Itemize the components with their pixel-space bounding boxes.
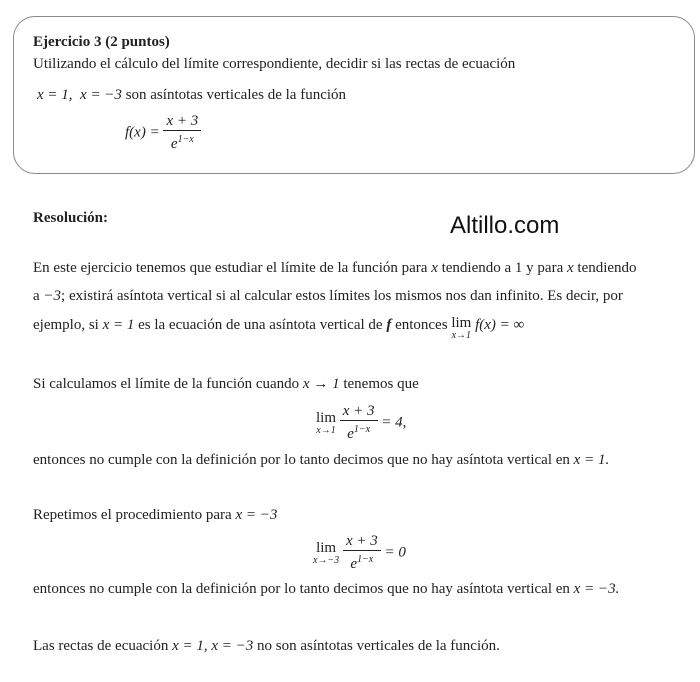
statement-rest: son asíntotas verticales de la función: [125, 87, 347, 103]
paragraph-4: [33, 507, 277, 524]
math-x-minus-3: x = −3.: [573, 581, 620, 597]
paragraph-1-line-3: [33, 316, 524, 341]
math-f: f: [386, 317, 392, 333]
conclusion: [33, 638, 500, 655]
paragraph-5: [33, 581, 619, 598]
equation-x-minus-3: x = −3: [80, 87, 122, 103]
den-exponent: 1−x: [357, 554, 374, 565]
numerator: x + 3: [345, 533, 378, 549]
lim-word: lim: [316, 539, 337, 556]
den-base: e: [347, 426, 354, 442]
den-exponent: 1−x: [353, 424, 371, 435]
text: entonces no cumple con la definición por lo tanto decimos que no hay asíntota vertical en: [33, 452, 570, 468]
den-base: e: [350, 556, 358, 572]
equation-limit-at-1: [316, 403, 406, 443]
exercise-heading: Ejercicio 3 (2 puntos): [33, 34, 170, 50]
lim-subscript: x→1: [316, 424, 336, 436]
text: no son asíntotas verticales de la función.: [257, 638, 500, 654]
text: tendiendo: [577, 260, 637, 276]
function-denominator: [163, 130, 201, 153]
limit-fraction: [340, 403, 378, 443]
math-x-1: x = 1: [102, 317, 135, 333]
paragraph-1-line-1: [33, 260, 637, 277]
numerator: x + 3: [342, 403, 375, 419]
lim-subscript: x→1: [451, 330, 472, 341]
den-exponent: 1−x: [177, 134, 194, 145]
text: tenemos que: [343, 376, 419, 392]
math-x-minus-3: x = −3: [235, 507, 278, 523]
lim-subscript: x→−3: [313, 554, 340, 566]
math-equations: x = 1, x = −3: [172, 638, 254, 654]
function-numerator: x + 3: [166, 113, 199, 129]
den-base: e: [170, 136, 178, 152]
text: entonces: [395, 317, 448, 333]
paragraph-1-line-2: [33, 288, 623, 305]
text: entonces no cumple con la definición por lo tanto decimos que no hay asíntota vertical en: [33, 581, 570, 597]
math-x: x: [431, 260, 438, 276]
text: ; existirá asíntota vertical si al calcular estos límites los mismos nos dan infinito. Es decir, por: [61, 288, 623, 304]
text: es la ecuación de una asíntota vertical de: [138, 317, 383, 333]
limit-operator: [313, 541, 339, 566]
function-fraction: [163, 113, 201, 153]
text: Las rectas de ecuación: [33, 638, 169, 654]
text: En este ejercicio tenemos que estudiar el límite de la función para: [33, 260, 428, 276]
resolution-heading: Resolución:: [33, 210, 108, 226]
limit-value: f(x) = ∞: [475, 317, 525, 333]
text: tendiendo a 1 y para: [441, 260, 564, 276]
exercise-statement-line1: Utilizando el cálculo del límite correspondiente, decidir si las rectas de ecuación: [33, 56, 516, 72]
denominator: [340, 420, 378, 443]
equation-limit-at-minus-3: [313, 533, 406, 573]
text: ejemplo, si: [33, 317, 99, 333]
math-x-to-1: x → 1: [302, 376, 340, 392]
paragraph-3: [33, 452, 609, 469]
exercise-statement-line2: [37, 87, 346, 104]
denominator: [343, 550, 381, 573]
math-minus-3: −3: [43, 288, 62, 304]
limit-result: = 0: [384, 544, 406, 561]
watermark-logo: Altillo.com: [450, 212, 560, 239]
math-x-1: x = 1.: [573, 452, 610, 468]
text: a: [33, 288, 40, 304]
limit-expression: [451, 316, 471, 341]
equation-x-1: x = 1,: [37, 87, 73, 103]
limit-operator: [316, 411, 336, 436]
lim-word: lim: [451, 315, 472, 331]
paragraph-2: [33, 376, 419, 393]
text: Si calculamos el límite de la función cuando: [33, 376, 300, 392]
text: Repetimos el procedimiento para: [33, 507, 232, 523]
limit-fraction: [343, 533, 381, 573]
function-definition: [125, 113, 201, 153]
function-lhs: f(x) =: [125, 124, 160, 141]
limit-result: = 4,: [381, 414, 407, 431]
lim-word: lim: [316, 409, 337, 426]
math-x: x: [566, 260, 574, 276]
